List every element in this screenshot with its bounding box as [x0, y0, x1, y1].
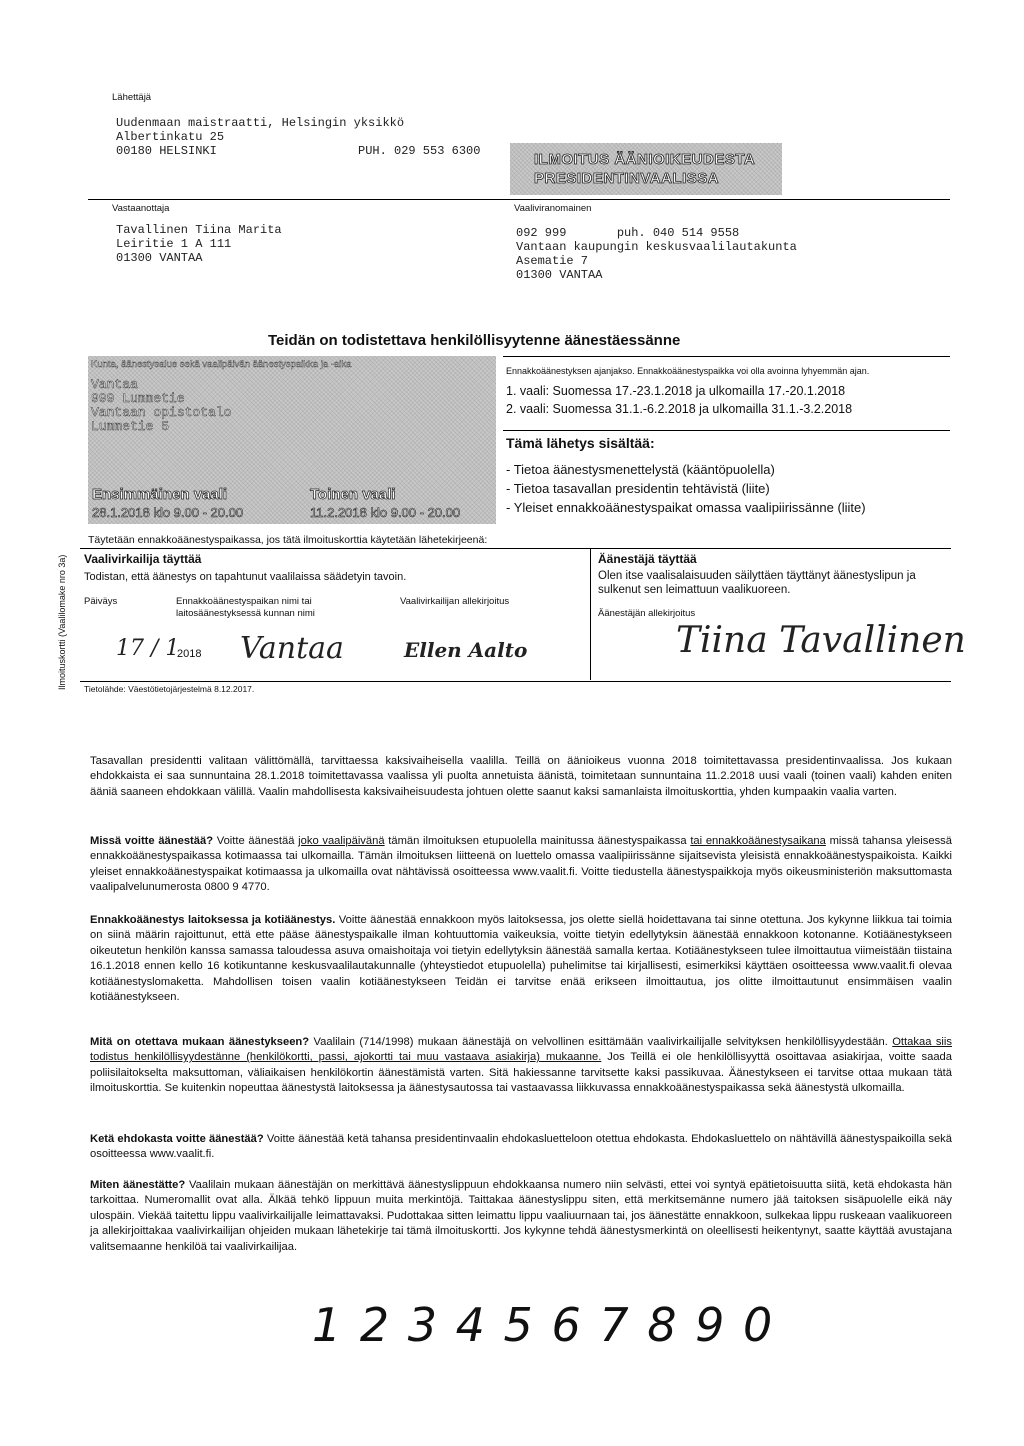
form-intro: Täytetään ennakkoäänestyspaikassa, jos tätä ilmoituskorttia käytetään lähetekirjeenä: [88, 534, 488, 546]
recipient-name: Tavallinen Tiina Marita [116, 223, 282, 237]
contents-item: - Tietoa äänestysmenettelystä (kääntöpuolella) [506, 462, 775, 477]
advance-text: Voitte äänestää ennakkoon myös laitoksessa, jos olette siellä hoidettavana tai sinne otettuna. Jos kykynne liikkua tai toimia on siinä määrin rajoittunut, että ette pääse äänestyspaikalle ilman kohtuuttomia vaikeuksia, voitte tietyin edellytyksin äänestää ennakkoon kotonanne. Kotiäänestykseen oikeutetun henkilön kanssa samassa taloudessa asuva omaishoitaja voi tietyin edellytyksin äänestää samalla kertaa. Kotiäänestykseen tulee ilmoittautua viimeistään tiistaina 16.1.2018 ennen kello 16 kotikuntanne keskusvaalilautakunnalle (yhteystiedot etupuolella) puhelimitse tai kirjallisesti, esimerkiksi käyttäen osoitteessa www.vaalit.fi olevaa kotiäänestyslomaketta. Mahdollisen toisen vaalin kotiäänestykseen Teidän ei tarvitse enää erikseen ilmoittautua, jos olitte ilmoittautunut ensimmäisen vaalin kotiäänestykseen. [90, 914, 952, 1004]
recipient-label: Vastaanottaja [112, 203, 170, 214]
how-title: Miten äänestätte? [90, 1179, 186, 1191]
recipient-city: 01300 VANTAA [116, 251, 203, 265]
where-text: tämän ilmoituksen etupuolella mainitussa äänestyspaikassa [384, 835, 691, 847]
bring-text: Jos Teillä ei ole henkilöllisyyttä osoittavaa asiakirjaa, voitte saada poliisilaitokselta maksuttoman, väliaikaisen henkilökortin äänestämistä varten. Sitä hakiessanne tarvitsette kaksi passikuvaa. Äänestykseen ei tarvitse ottaa mukaan tätä ilmoituskorttia. Se kuitenkin nopeuttaa äänestystä laitoksessa ja äänestysautossa tai vastaavassa liikkuvassa ennakkoäänestyspaikassa sekä äänestystä ulkomailla. [90, 1051, 952, 1095]
body-intro: Tasavallan presidentti valitaan välittömällä, tarvittaessa kaksivaiheisella vaalilla. Teillä on äänioikeus vuonna 2018 toimitettavassa presidentinvaalissa. Jos kukaan ehdokkaista ei saa sunnuntaina 28.1.2018 toimitettavassa vaalissa yli puolta annetuista äänistä, toimitetaan sunnuntaina 11.2.2018 uusi vaali (toinen vaali) kahden eniten ääniä saaneen ehdokkaan välillä. Vaalin mahdollisesta kaksivaiheisuudesta johtuen olette saanut kaksi samanlaista ilmoituskorttia, yhden kumpaakin vaalia varten. [90, 755, 952, 798]
body-candidate [90, 1132, 952, 1163]
sender-phone: PUH. 029 553 6300 [358, 144, 481, 158]
voting-district: 999 Lummetie [91, 391, 185, 406]
sender-label: Lähettäjä [112, 92, 152, 103]
contents-item: - Yleiset ennakkoäänestyspaikat omassa vaalipiirissänne (liite) [506, 500, 866, 515]
form-divider [590, 548, 591, 680]
source-note: Tietolähde: Väestötietojärjestelmä 8.12.2017. [84, 684, 255, 694]
body-how [90, 1178, 952, 1255]
where-title: Missä voitte äänestää? [90, 835, 214, 847]
authority-phone: 092 999 puh. 040 514 9558 [516, 226, 740, 240]
voting-place-street: Lummetie 5 [91, 419, 170, 434]
stamp-line-2: PRESIDENTINVAALISSA [534, 170, 720, 187]
stamp-line-1: ILMOITUS ÄÄNIOIKEUDESTA [534, 151, 756, 168]
candidate-title: Ketä ehdokasta voitte äänestää? [90, 1133, 264, 1145]
date-handwritten: 17 / 1 [116, 636, 180, 661]
authority-city: 01300 VANTAA [516, 268, 603, 282]
sender-street: Albertinkatu 25 [116, 130, 225, 144]
date-label: Päiväys [84, 596, 118, 607]
bring-underline: Ottakaa siis todistus henkilöllisyydestänne (henkilökortti, passi, ajokortti tai muu vastaava asiakirja) mukaanne. [90, 1036, 952, 1064]
divider [88, 199, 950, 200]
candidate-text: Voitte äänestää ketä tahansa presidentinvaalin ehdokasluetteloon otettua ehdokasta. Ehdokasluettelo on nähtävillä äänestyspaikoilla sekä osoitteessa www.vaalit.fi. [90, 1133, 952, 1161]
official-title: Vaalivirkailija täyttää [84, 552, 202, 566]
advance-line-2: 2. vaali: Suomessa 31.1.-6.2.2018 ja ulkomailla 31.1.-3.2.2018 [506, 402, 853, 416]
where-text: missä tahansa yleisessä ennakkoäänestyspaikassa kotimaassa tai ulkomailla. Tämän ilmoituksen liitteenä on luettelo omassa vaalipiirissänne sijaitsevista yleisistä ennakkoäänestyspaikoista. Kaikki yleiset ennakkoäänestyspaikat kotimaassa ja ulkomailla ovat nähtävissä osoitteessa www.vaalit.fi. Voitte tiedustella äänestyspaikkoja myös oikeusministeriön maksuttomasta vaalipalvelunumerosta 0800 9 4770. [90, 835, 952, 894]
form-side-label: Ilmoituskortti (Vaalilomake nro 3a) [57, 554, 67, 690]
place-handwritten: Vantaa [240, 631, 344, 666]
divider [503, 430, 950, 431]
recipient-street: Leiritie 1 A 111 [116, 237, 232, 251]
official-signature: Ellen Aalto [404, 638, 528, 662]
contents-item: - Tietoa tasavallan presidentin tehtävistä (liite) [506, 481, 770, 496]
advance-title: Ennakkoäänestys laitoksessa ja kotiäänestys. [90, 914, 336, 926]
where-underline-2: tai ennakkoäänestysaikana [690, 835, 826, 847]
number-models: 1 2 3 4 5 6 7 8 9 0 [312, 1298, 775, 1352]
voting-municipality: Vantaa [91, 377, 138, 392]
first-election-value: 28.1.2018 klo 9.00 - 20.00 [92, 505, 244, 520]
year-value: 2018 [177, 648, 202, 660]
where-text: Voitte äänestää [213, 835, 299, 847]
first-election-label: Ensimmäinen vaali [92, 486, 228, 503]
voter-sign-label: Äänestäjän allekirjoitus [598, 608, 696, 619]
id-heading: Teidän on todistettava henkilöllisyytenne äänestäessänne [268, 332, 681, 349]
authority-label: Vaaliviranomainen [514, 203, 592, 214]
place-label: Ennakkoäänestyspaikan nimi tai laitosäänestyksessä kunnan nimi [176, 596, 315, 619]
voter-title: Äänestäjä täyttää [598, 552, 697, 566]
bring-text: Vaalilain (714/1998) mukaan äänestäjä on velvollinen esittämään vaalivirkailijalle selvityksen henkilöllisyydestään. [309, 1036, 893, 1048]
second-election-value: 11.2.2018 klo 9.00 - 20.00 [310, 505, 461, 520]
where-underline-1: joko vaalipäivänä [298, 835, 385, 847]
advance-line-1: 1. vaali: Suomessa 17.-23.1.2018 ja ulkomailla 17.-20.1.2018 [506, 384, 846, 398]
second-election-label: Toinen vaali [310, 486, 396, 503]
body-bring [90, 1035, 952, 1097]
official-sign-label: Vaalivirkailijan allekirjoitus [400, 596, 510, 607]
voting-place-label: Kunta, äänestysalue sekä vaalipäivän äänestyspaikka ja -aika [91, 359, 352, 370]
body-advance [90, 913, 952, 1005]
how-text: Vaalilain mukaan äänestäjän on merkittävä äänestyslippuun ehdokkaansa numero niin selvästi, ettei voi syntyä epätietoisuutta siitä, ketä ehdokasta hän tarkoittaa. Numeromallit ovat alla. Älkää tehkö lippuun muita merkintöjä. Taittakaa äänestyslippu siten, että merkitsemänne numero jää taitoksen sisäpuolelle eikä näy ulospäin. Viekää taitettu lippu vaalivirkailijalle leimattavaksi. Pudottakaa sitten leimattu lippu vaaliuurnaan tai, jos äänestätte ennakkoon, sulkekaa lippu ruskeaan vaalikuoreen ja allekirjoittakaa vaalivirkailijan ohjeiden mukaan lähetekirje tai tämä ilmoituskortti. Jos kykynne tehdä äänestysmerkintä on oleellisesti heikentynyt, saatte käyttää avustajana valitsemaanne henkilöä tai vaalivirkailijaa. [90, 1179, 952, 1253]
voting-place-box [88, 356, 496, 524]
voter-signature: Tiina Tavallinen [676, 620, 966, 661]
authority-street: Asematie 7 [516, 254, 589, 268]
voter-text: Olen itse vaalisalaisuuden säilyttäen täyttänyt äänestyslipun ja sulkenut sen leimattuun vaalikuoreen. [598, 570, 916, 596]
divider [503, 356, 950, 357]
contents-title: Tämä lähetys sisältää: [506, 435, 655, 451]
sender-name: Uudenmaan maistraatti, Helsingin yksikkö [116, 116, 405, 130]
election-stamp [510, 143, 782, 195]
voting-place-name: Vantaan opistotalo [91, 405, 232, 420]
authority-name: Vantaan kaupungin keskusvaalilautakunta [516, 240, 797, 254]
advance-label: Ennakkoäänestyksen ajanjakso. Ennakkoäänestyspaikka voi olla avoinna lyhyemmän ajan. [506, 366, 870, 376]
sender-city: 00180 HELSINKI [116, 144, 217, 158]
body-where [90, 834, 952, 896]
official-text: Todistan, että äänestys on tapahtunut vaalilaissa säädetyin tavoin. [84, 571, 407, 583]
bring-title: Mitä on otettava mukaan äänestykseen? [90, 1036, 310, 1048]
